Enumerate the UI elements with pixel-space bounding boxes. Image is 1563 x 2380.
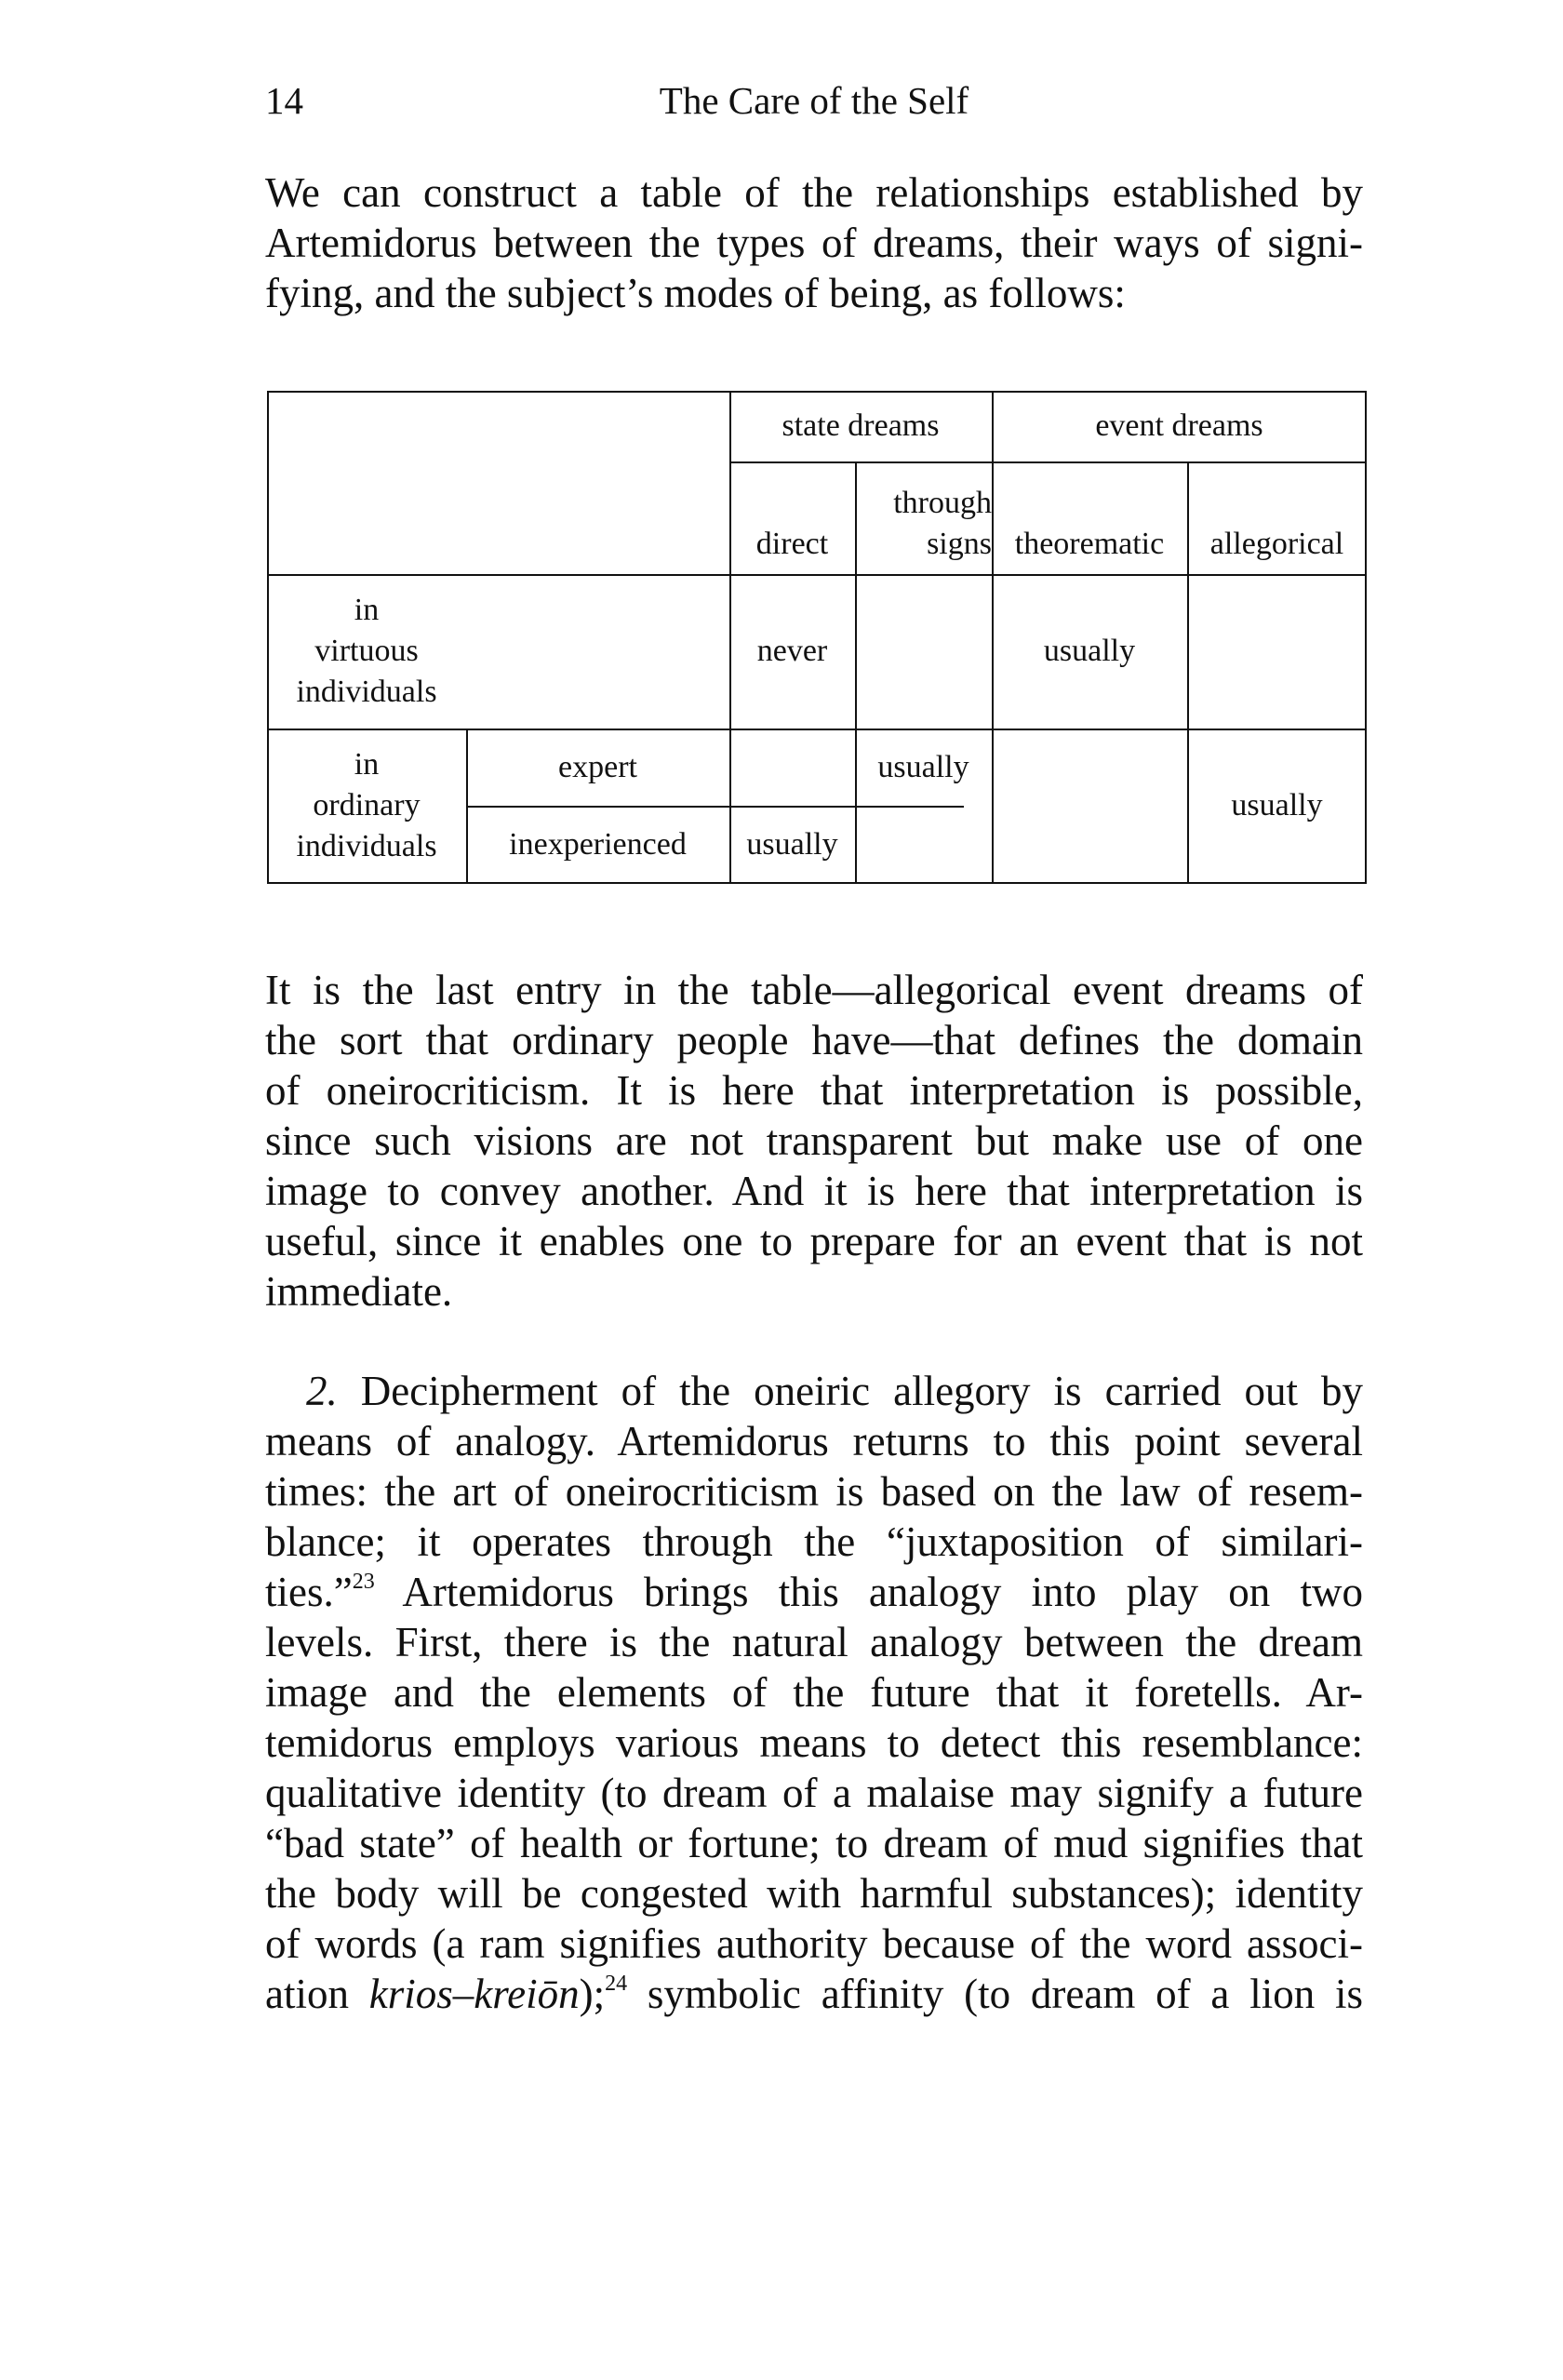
cell-virtuous-direct: never — [756, 634, 828, 668]
text-line: “bad state” of health or fortune; to dream of mud signifies that — [265, 1820, 1363, 1866]
row-label-expert: expert — [558, 749, 637, 784]
dream-classification-table — [267, 391, 1367, 884]
text-line: ties.”$^{23}$ Artemidorus brings this analogy into play on two — [265, 1569, 1363, 1615]
text-line: fying, and the subject’s modes of being, as follows: — [265, 270, 1126, 316]
intro-paragraph — [265, 167, 1363, 318]
cell-expert-signs: usually — [877, 749, 969, 784]
text-line: Artemidorus between the types of dreams, their ways of signi- — [265, 220, 1363, 266]
text-line: since such visions are not transparent but make use of one — [265, 1117, 1363, 1164]
cell-ordinary-allegorical: usually — [1231, 788, 1323, 822]
section-number: 2. — [306, 1368, 338, 1414]
analogy-paragraph — [265, 1366, 1363, 2019]
row-label-inexperienced: inexperienced — [509, 826, 687, 862]
header-theorematic: theorematic — [1014, 527, 1165, 561]
text-line: useful, since it enables one to prepare for an event that is not — [265, 1218, 1363, 1264]
header-through-signs: through signs — [893, 486, 992, 561]
text-line: the sort that ordinary people have—that defines the domain — [265, 1017, 1363, 1063]
header-state-dreams: state dreams — [782, 408, 940, 443]
row-label-virtuous: in virtuous individuals — [296, 593, 437, 709]
text-line: immediate. — [265, 1268, 453, 1315]
text-line: temidorus employs various means to detect this resemblance: — [265, 1719, 1363, 1766]
text-line: We can construct a table of the relationships established by — [265, 169, 1363, 216]
text-line: of words (a ram signifies authority because of the word associ- — [265, 1920, 1363, 1967]
text-line: ation krios–kreiōn);$^{24}$ symbolic affinity (to dream of a lion is — [265, 1971, 1364, 2017]
text-line: times: the art of oneirocriticism is based on the law of resem- — [265, 1468, 1363, 1515]
text-line: 2. Decipherment of the oneiric allegory is carried out by — [306, 1368, 1363, 1414]
cell-virtuous-theorematic: usually — [1043, 634, 1136, 668]
greek-term: krios–kreiōn — [368, 1971, 580, 2017]
text-line: the body will be congested with harmful substances); identity — [265, 1870, 1363, 1917]
text-line: image and the elements of the future that it foretells. Ar- — [265, 1669, 1363, 1716]
running-head — [265, 73, 1363, 128]
row-label-ordinary: in ordinary individuals — [296, 747, 437, 863]
text-line: qualitative identity (to dream of a malaise may signify a future — [265, 1770, 1363, 1816]
conclusion-paragraph — [265, 965, 1363, 1317]
text-line: It is the last entry in the table—allegorical event dreams of — [265, 967, 1363, 1013]
text-line: of oneirocriticism. It is here that interpretation is possible, — [265, 1067, 1363, 1114]
footnote-ref-23[interactable]: 23 — [352, 1570, 375, 1594]
text-line: blance; it operates through the “juxtaposition of similari- — [265, 1518, 1363, 1565]
header-event-dreams: event dreams — [1095, 408, 1263, 443]
header-direct: direct — [755, 527, 829, 561]
text-line: image to convey another. And it is here that interpretation is — [265, 1168, 1363, 1214]
cell-inexperienced-direct: usually — [746, 826, 838, 862]
header-allegorical: allegorical — [1209, 527, 1344, 561]
text-line: levels. First, there is the natural analogy between the dream — [265, 1619, 1363, 1665]
footnote-ref-24[interactable]: 24 — [605, 1972, 628, 1996]
page-number: 14 — [265, 79, 303, 122]
running-title: The Care of the Self — [659, 79, 969, 122]
text-line: means of analogy. Artemidorus returns to this point several — [265, 1418, 1363, 1464]
